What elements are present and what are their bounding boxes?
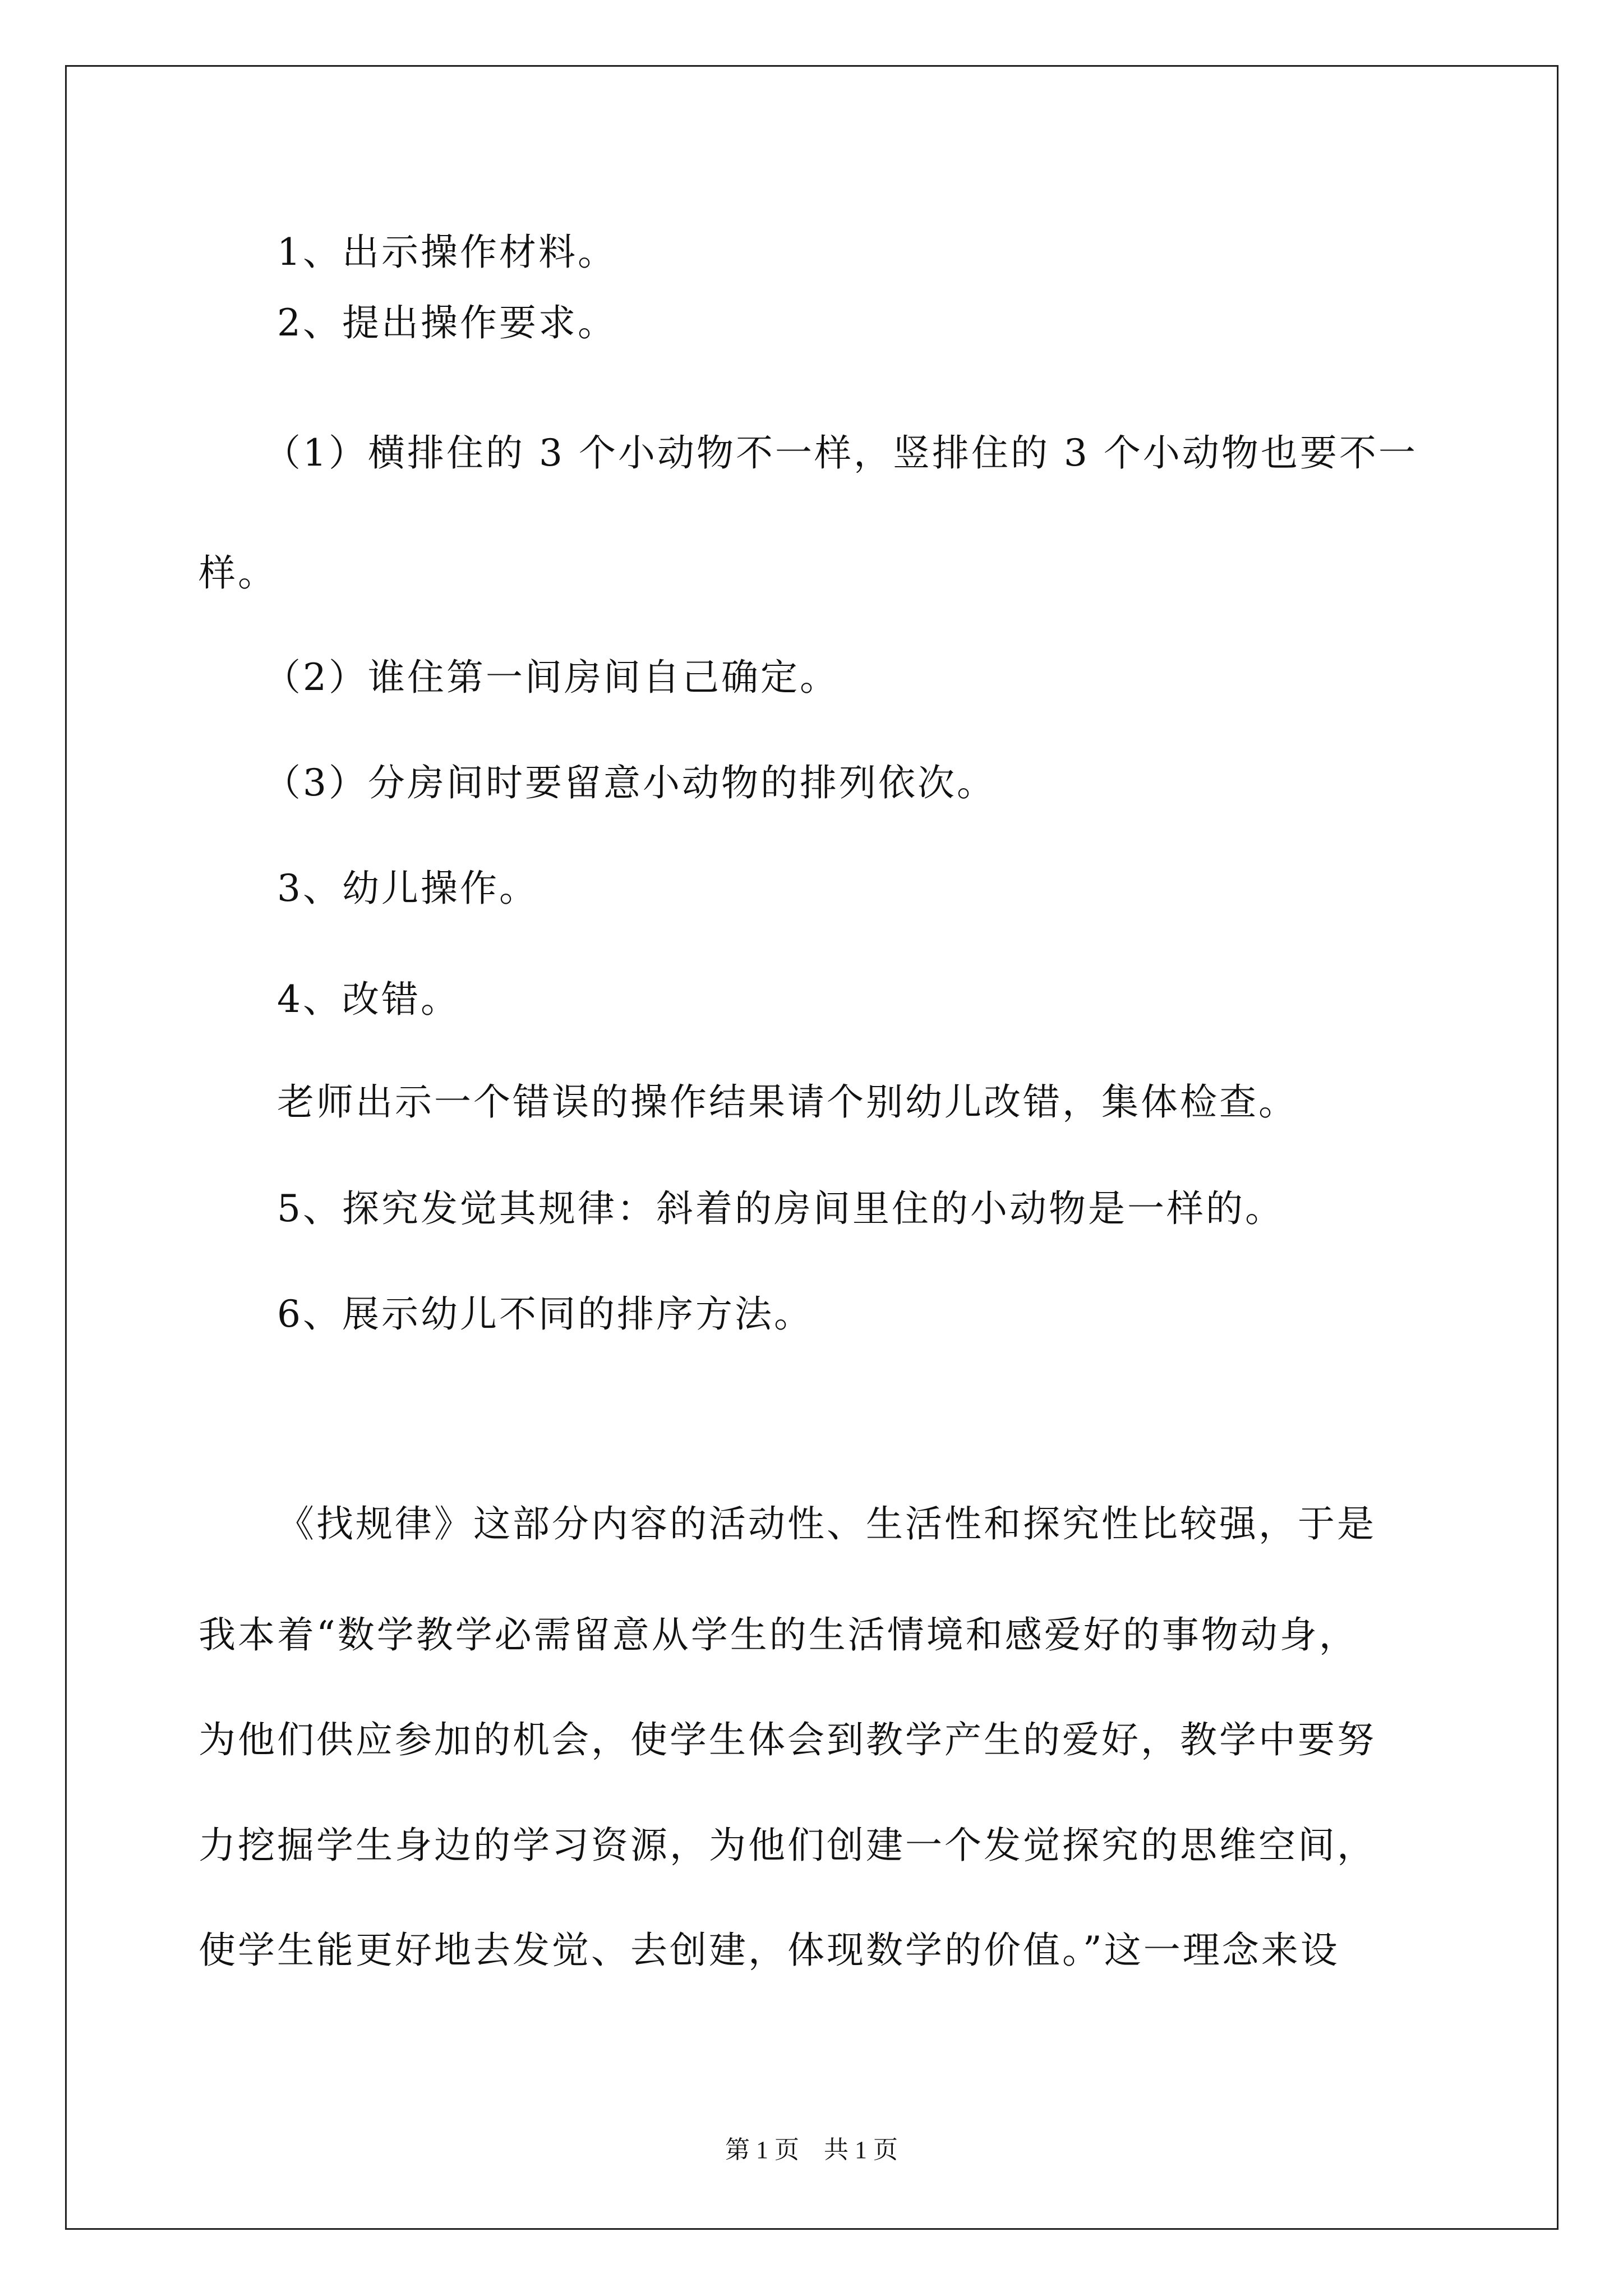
- paragraph-line: 2、提出操作要求。: [277, 301, 617, 344]
- paragraph-line: 《找规律》这部分内容的活动性、生活性和探究性比较强，于是: [277, 1502, 1376, 1545]
- paragraph-line: 5、探究发觉其规律：斜着的房间里住的小动物是一样的。: [277, 1187, 1284, 1230]
- paragraph-line: 为他们供应参加的机会，使学生体会到教学产生的爱好，教学中要努: [199, 1718, 1376, 1761]
- paragraph-line: 使学生能更好地去发觉、去创建，体现数学的价值。”这一理念来设: [199, 1929, 1340, 1972]
- paragraph-line: 老师出示一个错误的操作结果请个别幼儿改错，集体检查。: [277, 1080, 1298, 1124]
- page-number: 第 1 页: [725, 2136, 799, 2164]
- page-border: [65, 65, 1559, 2230]
- paragraph-line: 3、幼儿操作。: [277, 867, 538, 910]
- page-total: 共 1 页: [824, 2136, 898, 2164]
- paragraph-line: 6、展示幼儿不同的排序方法。: [277, 1292, 813, 1336]
- paragraph-line: 力挖掘学生身边的学习资源，为他们创建一个发觉探究的思维空间，: [199, 1824, 1376, 1867]
- paragraph-line: （1）横排住的 3 个小动物不一样，竖排住的 3 个小动物也要不一: [264, 431, 1418, 475]
- paragraph-line: 1、出示操作材料。: [277, 231, 617, 274]
- paragraph-line: （3）分房间时要留意小动物的排列依次。: [264, 761, 996, 804]
- paragraph-line: 4、改错。: [277, 978, 460, 1021]
- paragraph-line: 样。: [199, 551, 277, 595]
- paragraph-line: 我本着“数学教学必需留意从学生的生活情境和感爱好的事物动身，: [199, 1613, 1358, 1657]
- paragraph-line: （2）谁住第一间房间自己确定。: [264, 656, 839, 699]
- page-footer: [0, 2134, 1623, 2166]
